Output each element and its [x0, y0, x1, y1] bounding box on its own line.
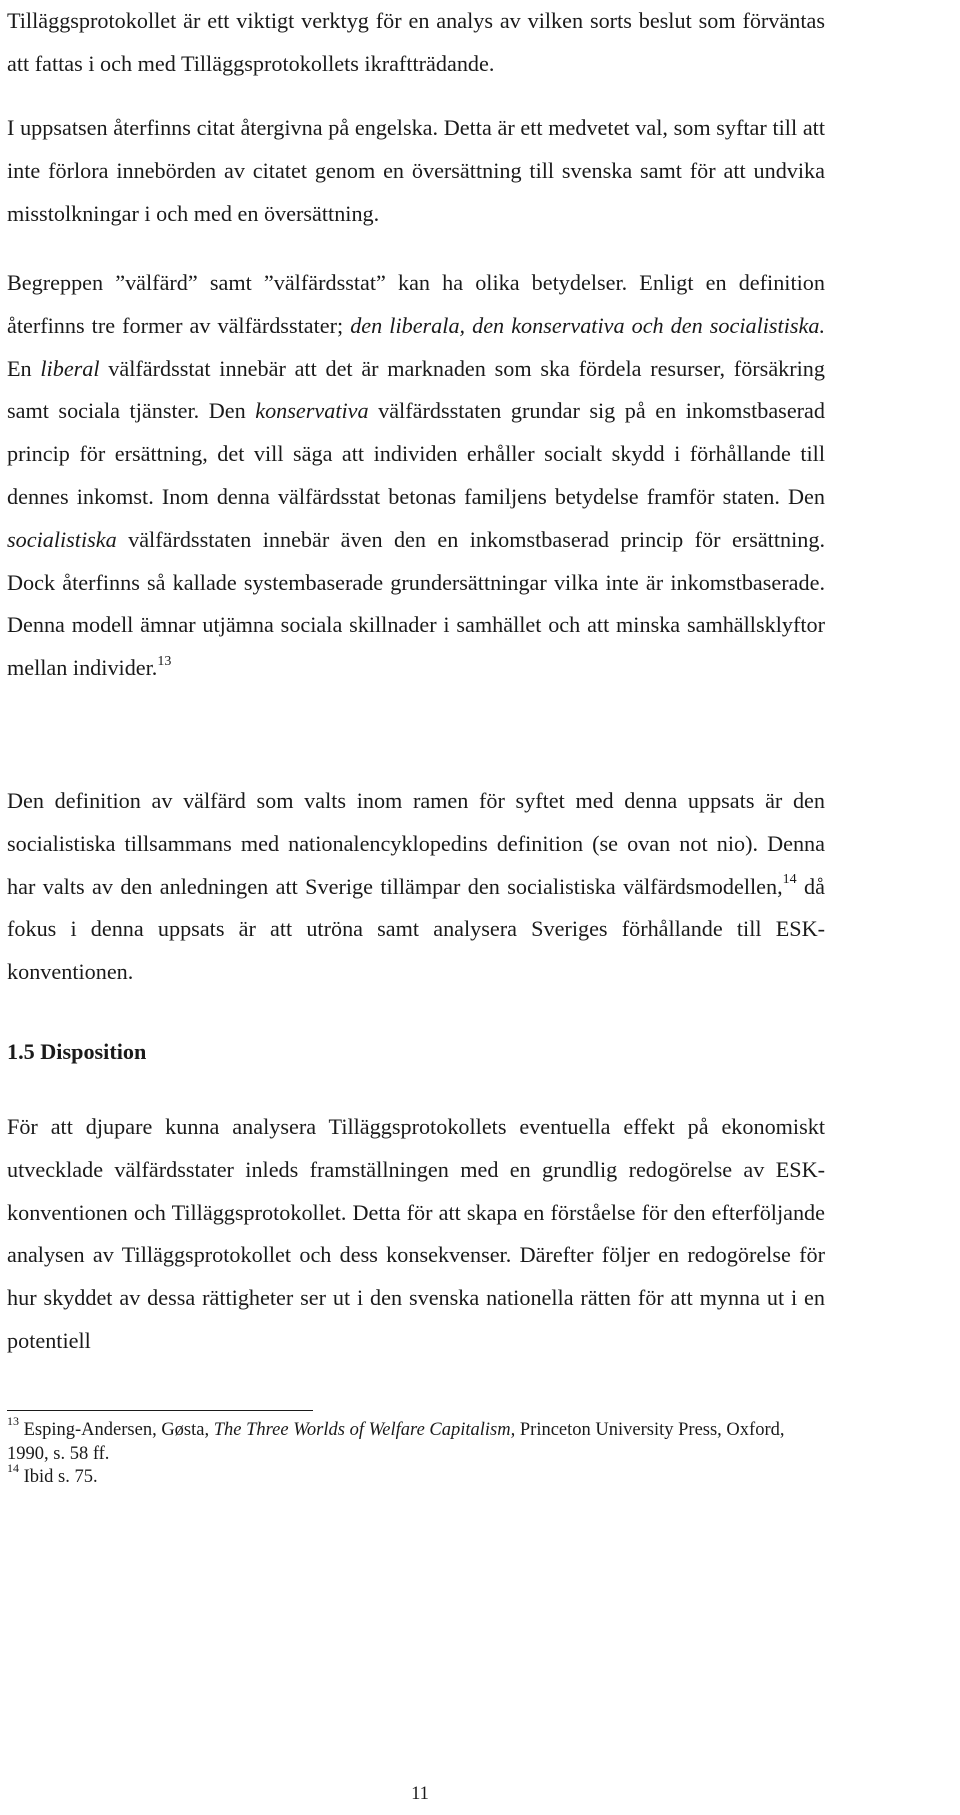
welfare-text-4: välfärdsstaten grundar sig på en inkomstbaserad princip för ersättning, det vill säga att individen erhåller socialt skydd i förhållande till dennes inkomst. Inom denna välfärdsstat betonas familjens betydelse framför staten. Den — [7, 398, 825, 509]
welfare-text-1: Begreppen ”välfärd” samt ”välfärdsstat” kan ha olika betydelser. Enligt en definition återfinns tre former av välfärdsstater; — [7, 270, 825, 338]
term-conservative: konservativa — [255, 398, 369, 424]
welfare-text-2: En — [7, 355, 41, 381]
footnote-13 — [7, 1413, 807, 1466]
page-number: 11 — [411, 1784, 429, 1804]
section-heading-disposition: 1.5 Disposition — [7, 1039, 147, 1064]
paragraph-english-quotes: I uppsatsen återfinns citat återgivna på engelska. Detta är ett medvetet val, som syftar till att inte förlora innebörden av citatet genom en översättning till svenska samt för att undvika misstolkningar i och med en översättning. — [7, 115, 825, 226]
footnote-divider — [7, 1410, 313, 1411]
definition-text-1: Den definition av välfärd som valts inom ramen för syftet med denna uppsats är den socialistiska tillsammans med nationalencyklopedins definition (se ovan not nio). Denna har valts av den anledningen att Sverige tillämpar den socialistiska välfärdsmodellen, — [7, 788, 825, 899]
welfare-text-3: välfärdsstat innebär att det är marknaden som ska fördela resurser, försäkring samt sociala tjänster. Den — [7, 355, 825, 424]
footnote-number: 14 — [7, 1460, 19, 1475]
footnote-text: Ibid s. 75. — [19, 1467, 98, 1487]
footnote-text: Princeton University Press, Oxford, 1990, s. 58 ff. — [7, 1420, 785, 1464]
footnote-text: Esping-Andersen, Gøsta, — [19, 1420, 214, 1440]
term-socialist: socialistiska — [7, 526, 117, 552]
welfare-state-types: den liberala, den konservativa och den socialistiska. — [350, 312, 825, 338]
footnote-ref-13[interactable]: 13 — [157, 653, 172, 669]
footnotes-section — [7, 1413, 807, 1490]
paragraph-protocol-tool: Tilläggsprotokollet är ett viktigt verktyg för en analys av vilken sorts beslut som förväntas att fattas i och med Tilläggsprotokollets ikraftträdande. — [7, 8, 825, 76]
footnote-14 — [7, 1460, 807, 1490]
welfare-text-5: välfärdsstaten innebär även den en inkomstbaserad princip för ersättning. Dock återfinns så kallade systembaserade grundersättningar vilka inte är inkomstbaserade. Denna modell ämnar utjämna sociala skillnader i samhället och att minska samhällsklyftor mellan individer. — [7, 526, 825, 681]
paragraph-welfare-definitions — [7, 262, 825, 690]
footnote-number: 13 — [7, 1413, 19, 1428]
paragraph-chosen-definition — [7, 780, 825, 994]
paragraph-disposition: För att djupare kunna analysera Tilläggsprotokollets eventuella effekt på ekonomiskt utvecklade välfärdsstater inleds framställningen med en grundlig redogörelse av ESK-konventionen och Tilläggsprotokollet. Detta för att skapa en förståelse för den efterföljande analysen av Tilläggsprotokollet och dess konsekvenser. Därefter följer en redogörelse för hur skyddet av dessa rättigheter ser ut i den svenska nationella rätten för att mynna ut i en potentiell — [7, 1114, 825, 1353]
book-title: The Three Worlds of Welfare Capitalism, — [213, 1420, 516, 1440]
term-liberal: liberal — [40, 355, 100, 381]
definition-text-2: då fokus i denna uppsats är att utröna samt analysera Sveriges förhållande till ESK-konventionen. — [7, 873, 825, 985]
footnote-ref-14[interactable]: 14 — [782, 872, 797, 888]
